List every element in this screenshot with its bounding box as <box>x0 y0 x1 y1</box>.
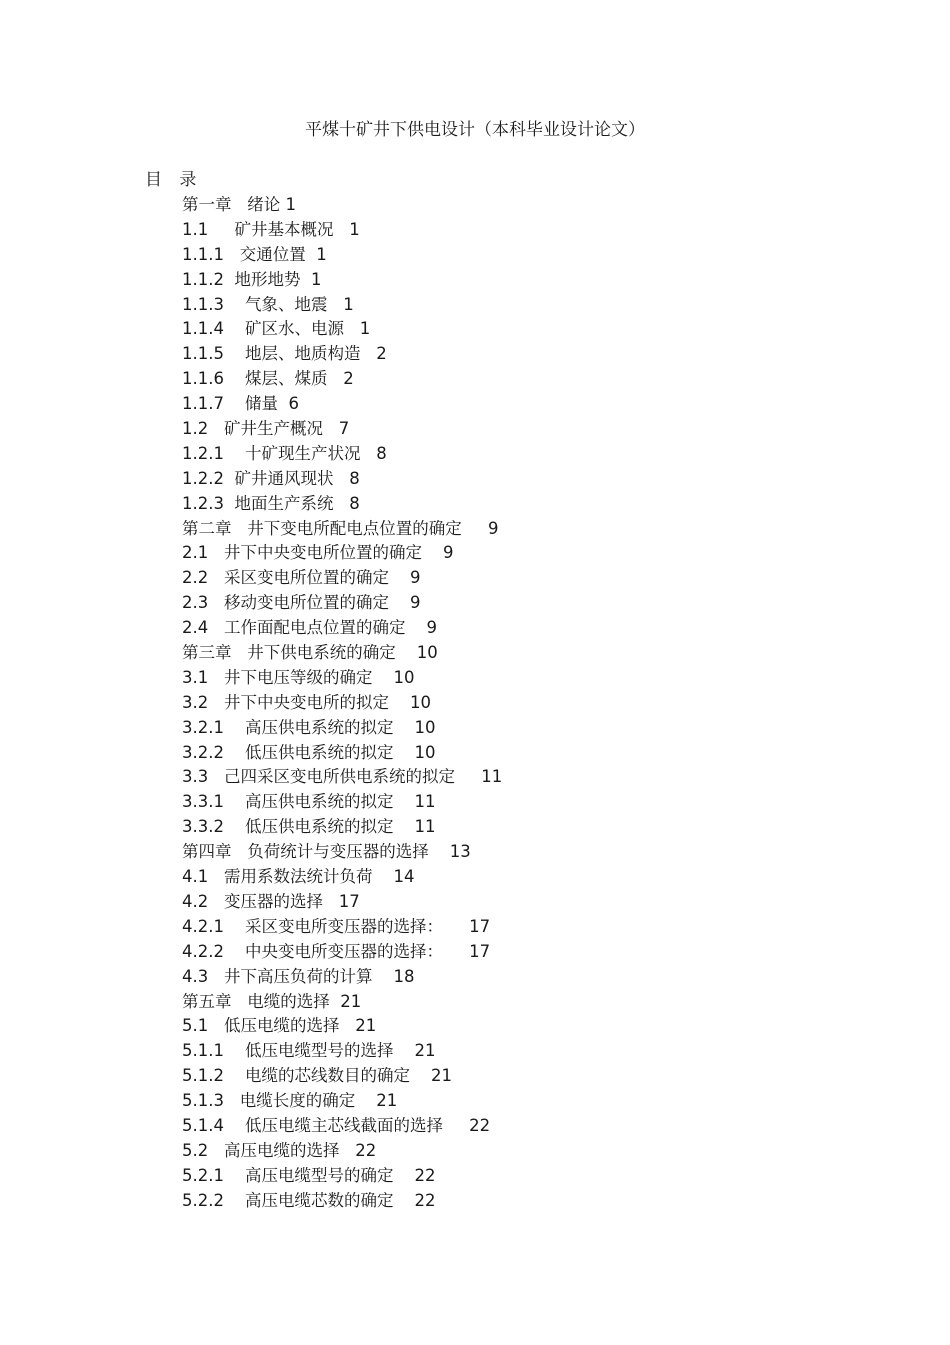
toc-entry: 1.2.1 十矿现生产状况 8 <box>182 443 387 463</box>
toc-entry: 1.1.3 气象、地震 1 <box>182 294 354 314</box>
toc-entry: 3.3.1 高压供电系统的拟定 11 <box>182 792 436 812</box>
toc-entry: 2.1 井下中央变电所位置的确定 9 <box>182 543 454 563</box>
toc-entry: 2.3 移动变电所位置的确定 9 <box>182 593 421 613</box>
toc-entry: 2.4 工作面配电点位置的确定 9 <box>182 618 437 638</box>
toc-entry: 5.1.2 电缆的芯线数目的确定 21 <box>182 1066 452 1086</box>
toc-entry: 第五章 电缆的选择 21 <box>182 991 362 1011</box>
toc-entry: 4.2 变压器的选择 17 <box>182 891 360 911</box>
toc-entry: 3.1 井下电压等级的确定 10 <box>182 667 415 687</box>
toc-entry: 1.2.2 矿井通风现状 8 <box>182 468 360 488</box>
table-of-contents <box>182 193 502 1214</box>
toc-entry: 1.1.7 储量 6 <box>182 394 299 414</box>
toc-entry: 3.2 井下中央变电所的拟定 10 <box>182 692 431 712</box>
toc-entry: 1.1.5 地层、地质构造 2 <box>182 344 387 364</box>
toc-entry: 3.3.2 低压供电系统的拟定 11 <box>182 817 436 837</box>
toc-entry: 4.2.1 采区变电所变压器的选择： 17 <box>182 916 491 936</box>
toc-entry: 第一章 绪论 1 <box>182 195 296 214</box>
toc-entry: 3.3 己四采区变电所供电系统的拟定 11 <box>182 767 503 787</box>
toc-entry: 4.2.2 中央变电所变压器的选择： 17 <box>182 941 491 961</box>
toc-entry: 1.1.1 交通位置 1 <box>182 244 327 264</box>
toc-entry: 5.2.2 高压电缆芯数的确定 22 <box>182 1190 436 1210</box>
toc-entry: 5.2.1 高压电缆型号的确定 22 <box>182 1165 436 1185</box>
toc-entry: 5.1 低压电缆的选择 21 <box>182 1016 377 1036</box>
toc-entry: 1.1.2 地形地势 1 <box>182 269 322 289</box>
toc-entry: 5.1.1 低压电缆型号的选择 21 <box>182 1041 436 1061</box>
toc-entry: 第四章 负荷统计与变压器的选择 13 <box>182 842 471 862</box>
toc-heading: 目 录 <box>145 170 203 190</box>
toc-entry: 3.2.1 高压供电系统的拟定 10 <box>182 717 436 737</box>
toc-entry: 4.3 井下高压负荷的计算 18 <box>182 966 415 986</box>
toc-entry: 1.2.3 地面生产系统 8 <box>182 493 360 513</box>
toc-entry: 5.1.4 低压电缆主芯线截面的选择 22 <box>182 1115 491 1135</box>
toc-entry: 1.1 矿井基本概况 1 <box>182 219 360 239</box>
toc-entry: 1.1.4 矿区水、电源 1 <box>182 319 371 339</box>
toc-entry: 5.1.3 电缆长度的确定 21 <box>182 1091 398 1111</box>
toc-entry: 5.2 高压电缆的选择 22 <box>182 1140 377 1160</box>
toc-entry: 第二章 井下变电所配电点位置的确定 9 <box>182 518 499 538</box>
toc-entry: 1.2 矿井生产概况 7 <box>182 419 350 439</box>
toc-entry: 第三章 井下供电系统的确定 10 <box>182 643 438 663</box>
toc-entry: 3.2.2 低压供电系统的拟定 10 <box>182 742 436 762</box>
toc-entry: 2.2 采区变电所位置的确定 9 <box>182 568 421 588</box>
toc-entry: 4.1 需用系数法统计负荷 14 <box>182 867 415 887</box>
page-title: 平煤十矿井下供电设计（本科毕业设计论文） <box>305 120 645 140</box>
toc-entry: 1.1.6 煤层、煤质 2 <box>182 369 354 389</box>
